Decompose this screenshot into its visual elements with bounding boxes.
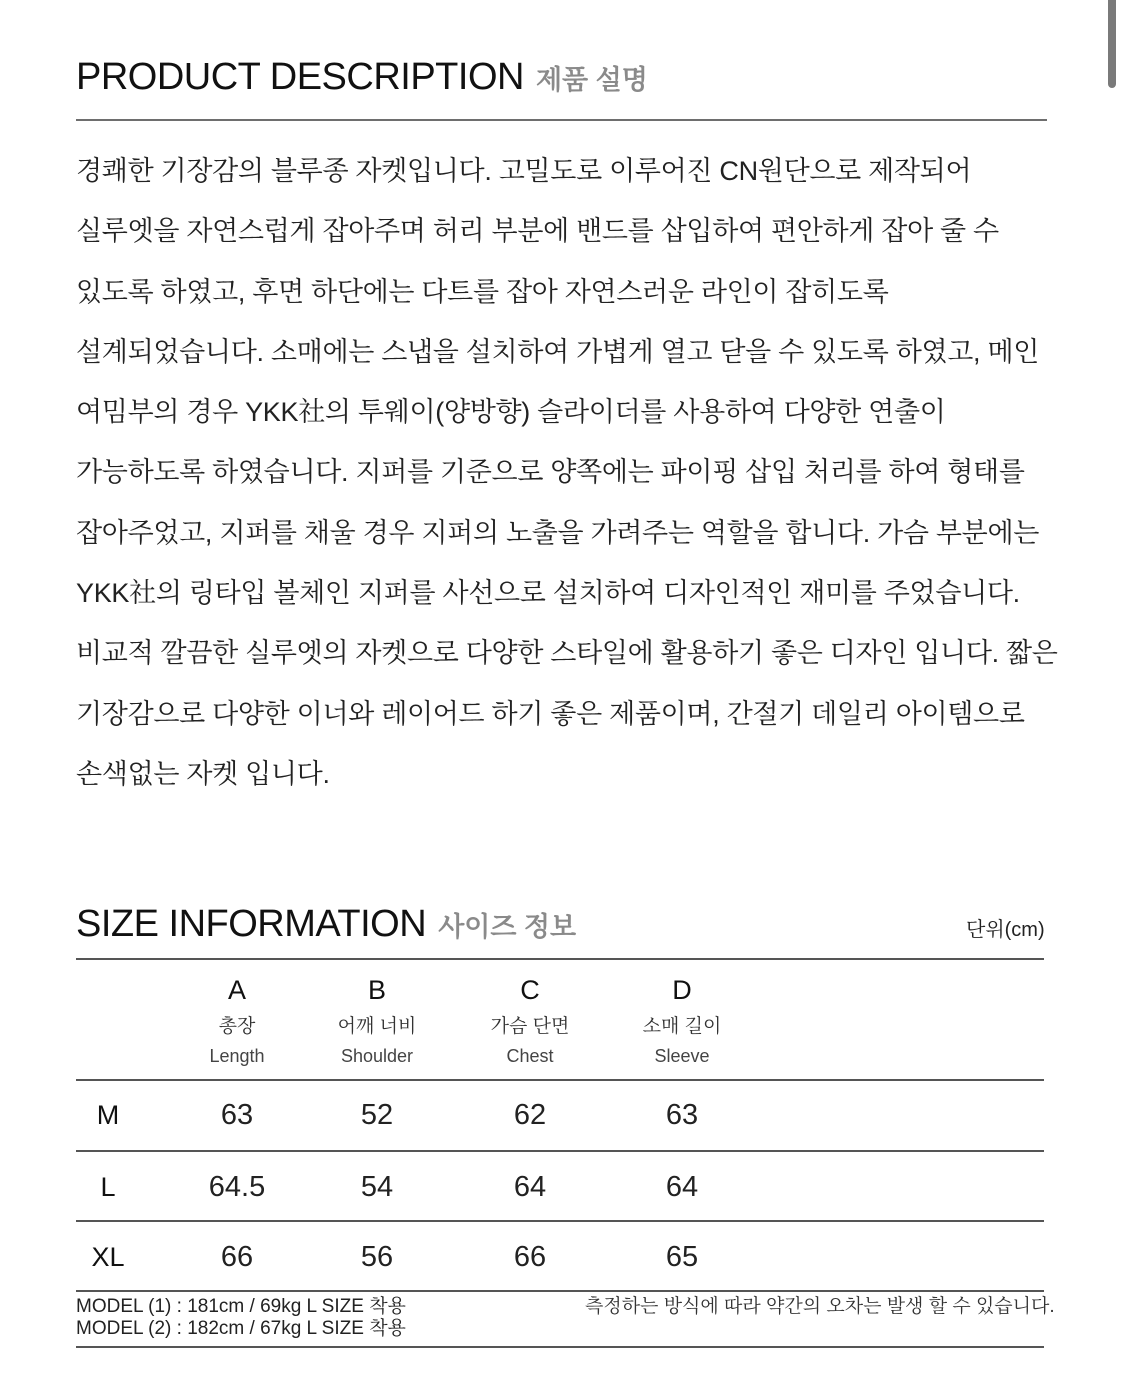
description-line: 가능하도록 하였습니다. 지퍼를 기준으로 양쪽에는 파이핑 삽입 처리를 하여 형태를	[76, 457, 1025, 488]
column-letter: D	[672, 975, 692, 1005]
column-label-ko: 총장	[218, 1016, 256, 1037]
column-letter: C	[520, 975, 540, 1005]
product-description-title-ko: 제품 설명	[535, 65, 648, 95]
column-label-en: Sleeve	[654, 1046, 710, 1066]
size-label: L	[100, 1172, 116, 1202]
sleeve-value: 63	[665, 1099, 699, 1131]
size-label: M	[96, 1100, 120, 1130]
column-label-en: Shoulder	[340, 1046, 414, 1066]
size-information-title-ko: 사이즈 정보	[438, 912, 577, 942]
model-info	[76, 1296, 406, 1340]
column-label-ko: 소매 길이	[642, 1016, 722, 1037]
column-label-en: Chest	[506, 1046, 554, 1066]
column-label-en: Length	[209, 1046, 265, 1066]
size-information-heading	[76, 903, 576, 946]
description-line: 설계되었습니다. 소매에는 스냅을 설치하여 가볍게 열고 닫을 수 있도록 하였고, 메인	[76, 336, 1040, 367]
description-line: 손색없는 자켓 입니다.	[76, 758, 330, 789]
length-value: 63	[220, 1099, 254, 1131]
column-letter: A	[227, 975, 246, 1005]
product-description-heading	[76, 56, 648, 99]
divider	[76, 958, 1044, 960]
model-2-info: MODEL (2) : 182cm / 67kg L SIZE 착용	[76, 1318, 406, 1339]
description-line: 있도록 하였고, 후면 하단에는 다트를 잡아 자연스러운 라인이 잡히도록	[76, 276, 889, 307]
product-description-body	[76, 148, 1058, 811]
column-label-ko: 어깨 너비	[337, 1016, 417, 1037]
description-line: 여밈부의 경우 YKK社의 투웨이(양방향) 슬라이더를 사용하여 다양한 연출이	[76, 397, 946, 428]
sleeve-value: 65	[665, 1241, 699, 1273]
description-line: 경쾌한 기장감의 블루종 자켓입니다. 고밀도로 이루어진 CN원단으로 제작되어	[76, 156, 972, 186]
scrollbar[interactable]	[1108, 0, 1116, 88]
shoulder-value: 54	[360, 1171, 394, 1203]
length-value: 64.5	[208, 1171, 266, 1203]
table-row-xl	[76, 1222, 1044, 1292]
length-value: 66	[220, 1241, 254, 1273]
chest-value: 62	[513, 1099, 547, 1131]
description-line: YKK社의 링타입 볼체인 지퍼를 사선으로 설치하여 디자인적인 재미를 주었습니다.	[76, 578, 1020, 609]
shoulder-value: 52	[360, 1099, 394, 1131]
chest-value: 64	[513, 1171, 547, 1203]
description-line: 잡아주었고, 지퍼를 채울 경우 지퍼의 노출을 가려주는 역할을 합니다. 가슴 부분에는	[76, 517, 1040, 548]
measurement-note: 측정하는 방식에 따라 약간의 오차는 발생 할 수 있습니다.	[585, 1296, 1055, 1317]
column-header-length	[157, 972, 317, 1070]
sleeve-value: 64	[665, 1171, 699, 1203]
column-letter: B	[367, 975, 386, 1005]
product-description-title-en: PRODUCT DESCRIPTION	[76, 56, 524, 98]
divider	[76, 1346, 1044, 1348]
table-divider	[76, 1290, 1044, 1292]
column-header-chest	[450, 972, 610, 1070]
description-line: 실루엣을 자연스럽게 잡아주며 허리 부분에 밴드를 삽입하여 편안하게 잡아 줄 수	[76, 216, 999, 247]
table-row-m	[76, 1080, 1044, 1150]
table-row-l	[76, 1152, 1044, 1222]
size-label: XL	[91, 1242, 125, 1272]
unit-label: 단위(cm)	[966, 919, 1045, 941]
model-1-info: MODEL (1) : 181cm / 69kg L SIZE 착용	[76, 1296, 406, 1317]
chest-value: 66	[513, 1241, 547, 1273]
description-line: 기장감으로 다양한 이너와 레이어드 하기 좋은 제품이며, 간절기 데일리 아이템으로	[76, 698, 1025, 729]
column-header-sleeve	[602, 972, 762, 1070]
column-label-ko: 가슴 단면	[490, 1016, 570, 1037]
divider	[76, 119, 1047, 121]
description-line: 비교적 깔끔한 실루엣의 자켓으로 다양한 스타일에 활용하기 좋은 디자인 입니다. 짧은	[76, 638, 1058, 669]
shoulder-value: 56	[360, 1241, 394, 1273]
column-header-shoulder	[297, 972, 457, 1070]
size-information-title-en: SIZE INFORMATION	[76, 903, 427, 945]
